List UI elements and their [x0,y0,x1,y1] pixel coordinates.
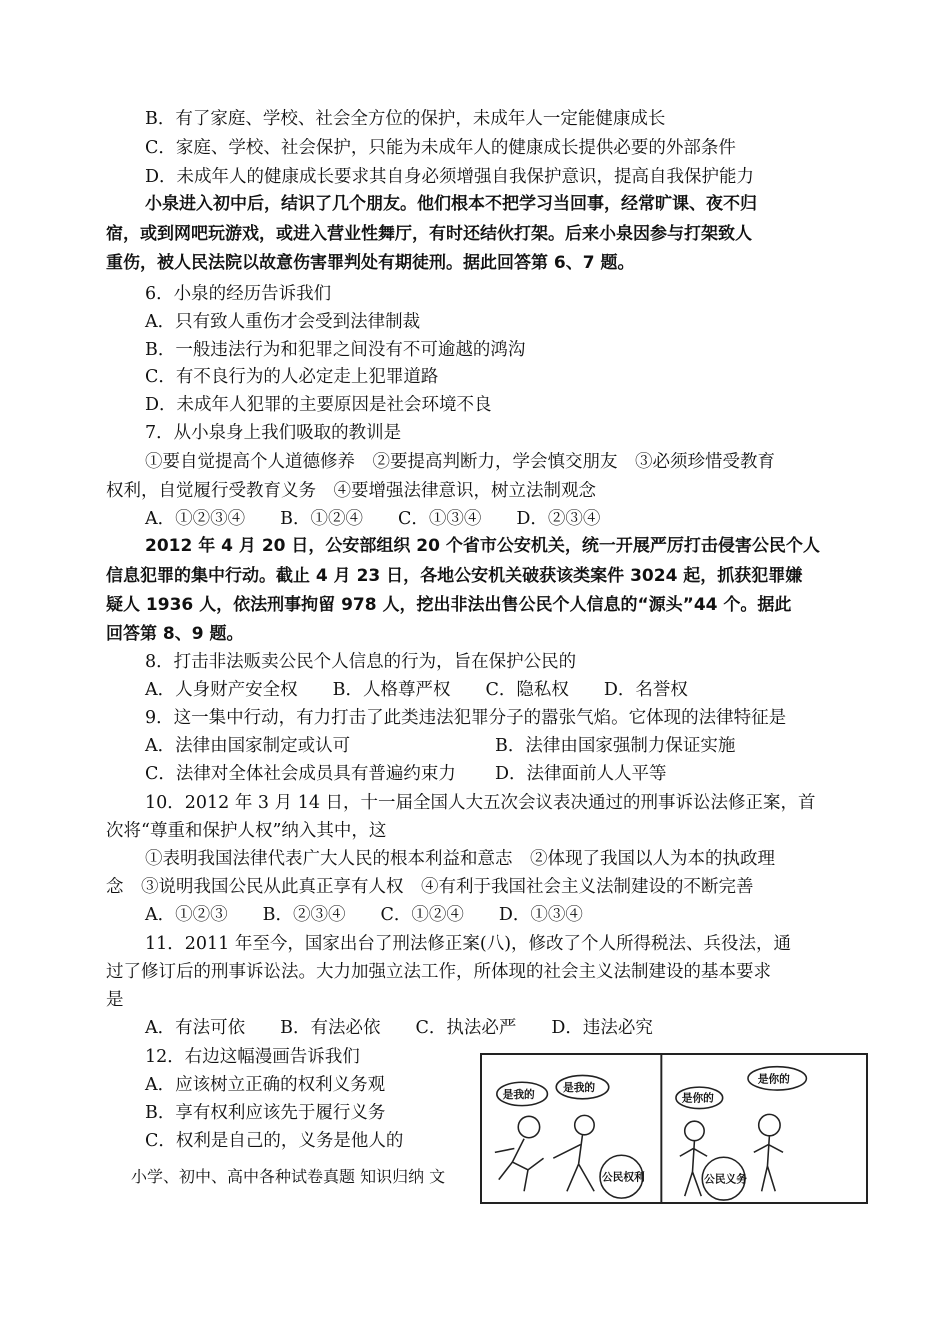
passage-line: 回答第 8、9 题。 [106,624,244,644]
statement-line: 权利，自觉履行受教育义务 ④要增强法律意识，树立法制观念 [106,481,596,501]
option-line: B．有了家庭、学校、社会全方位的保护，未成年人一定能健康成长 [145,109,666,129]
option-line: C．有不良行为的人必定走上犯罪道路 [145,367,439,387]
right-caption: 公民义务 [704,1172,747,1186]
question-line: 9．这一集中行动，有力打击了此类违法犯罪分子的嚣张气焰。它体现的法律特征是 [145,708,787,728]
question-line: 11．2011 年至今，国家出台了刑法修正案(八)，修改了个人所得税法、兵役法，通 [145,934,792,954]
option-line: D．未成年人犯罪的主要原因是社会环境不良 [145,395,492,415]
option-line: C．权利是自己的，义务是他人的 [145,1131,404,1151]
passage-line: 小泉进入初中后，结识了几个朋友。他们根本不把学习当回事，经常旷课、夜不归 [145,194,757,214]
question-line: 6．小泉的经历告诉我们 [145,284,332,304]
option-line: B．一般违法行为和犯罪之间没有不可逾越的鸿沟 [145,340,526,360]
answer-choices: A．有法可依 B．有法必依 C．执法必严 D．违法必究 [145,1018,653,1038]
passage-line: 信息犯罪的集中行动。截止 4 月 23 日，各地公安机关破获该类案件 3024 起，抓获犯罪嫌 [106,566,803,586]
question-line: 是 [106,990,124,1010]
answer-choices: A．①②③④ B．①②④ C．①③④ D．②③④ [145,509,601,529]
option-line: A．只有致人重伤才会受到法律制裁 [145,312,421,332]
statement-line: ①要自觉提高个人道德修养 ②要提高判断力，学会慎交朋友 ③必须珍惜受教育 [145,452,775,472]
option-line: C．法律对全体社会成员具有普遍约束力 [145,764,456,784]
question-line: 8．打击非法贩卖公民个人信息的行为，旨在保护公民的 [145,652,577,672]
question-line: 过了修订后的刑事诉讼法。大力加强立法工作，所体现的社会主义法制建设的基本要求 [106,962,771,982]
statement-line: 念 ③说明我国公民从此真正享有人权 ④有利于我国社会主义法制建设的不断完善 [106,877,754,897]
option-line: A．法律由国家制定或认可 [145,736,351,756]
question-line: 12．右边这幅漫画告诉我们 [145,1047,360,1067]
footer-watermark-text: 小学、初中、高中各种试卷真题 知识归纳 文 [131,1167,446,1186]
answer-choices: A．人身财产安全权 B．人格尊严权 C．隐私权 D．名誉权 [145,680,688,700]
question-line: 次将“尊重和保护人权”纳入其中，这 [106,821,387,841]
left-bubble-2: 是我的 [563,1081,596,1095]
left-bubble-1: 是我的 [502,1087,535,1101]
passage-line: 宿，或到网吧玩游戏，或进入营业性舞厅，有时还结伙打架。后来小泉因参与打架致人 [106,224,752,244]
option-line: D．法律面前人人平等 [495,764,667,784]
passage-line: 重伤，被人民法院以故意伤害罪判处有期徒刑。据此回答第 6、7 题。 [106,253,635,273]
option-line: B．享有权利应该先于履行义务 [145,1103,386,1123]
question-line: 7．从小泉身上我们吸取的教训是 [145,423,402,443]
option-line: A．应该树立正确的权利义务观 [145,1075,386,1095]
cartoon-image [480,1053,868,1204]
left-caption: 公民权利 [601,1170,645,1184]
option-line: B．法律由国家强制力保证实施 [495,736,736,756]
right-bubble-1: 是你的 [681,1091,714,1105]
passage-line: 疑人 1936 人，依法刑事拘留 978 人，挖出非法出售公民个人信息的“源头”44 个。据此 [106,595,792,615]
option-line: C．家庭、学校、社会保护，只能为未成年人的健康成长提供必要的外部条件 [145,138,736,158]
right-bubble-2: 是你的 [757,1072,790,1086]
answer-choices: A．①②③ B．②③④ C．①②④ D．①③④ [145,905,583,925]
option-line: D．未成年人的健康成长要求其自身必须增强自我保护意识，提高自我保护能力 [145,167,755,187]
passage-line: 2012 年 4 月 20 日，公安部组织 20 个省市公安机关，统一开展严厉打击侵害公民个人 [145,536,820,556]
question-line: 10．2012 年 3 月 14 日，十一届全国人大五次会议表决通过的刑事诉讼法修正案，首 [145,793,816,813]
statement-line: ①表明我国法律代表广大人民的根本利益和意志 ②体现了我国以人为本的执政理 [145,849,775,869]
